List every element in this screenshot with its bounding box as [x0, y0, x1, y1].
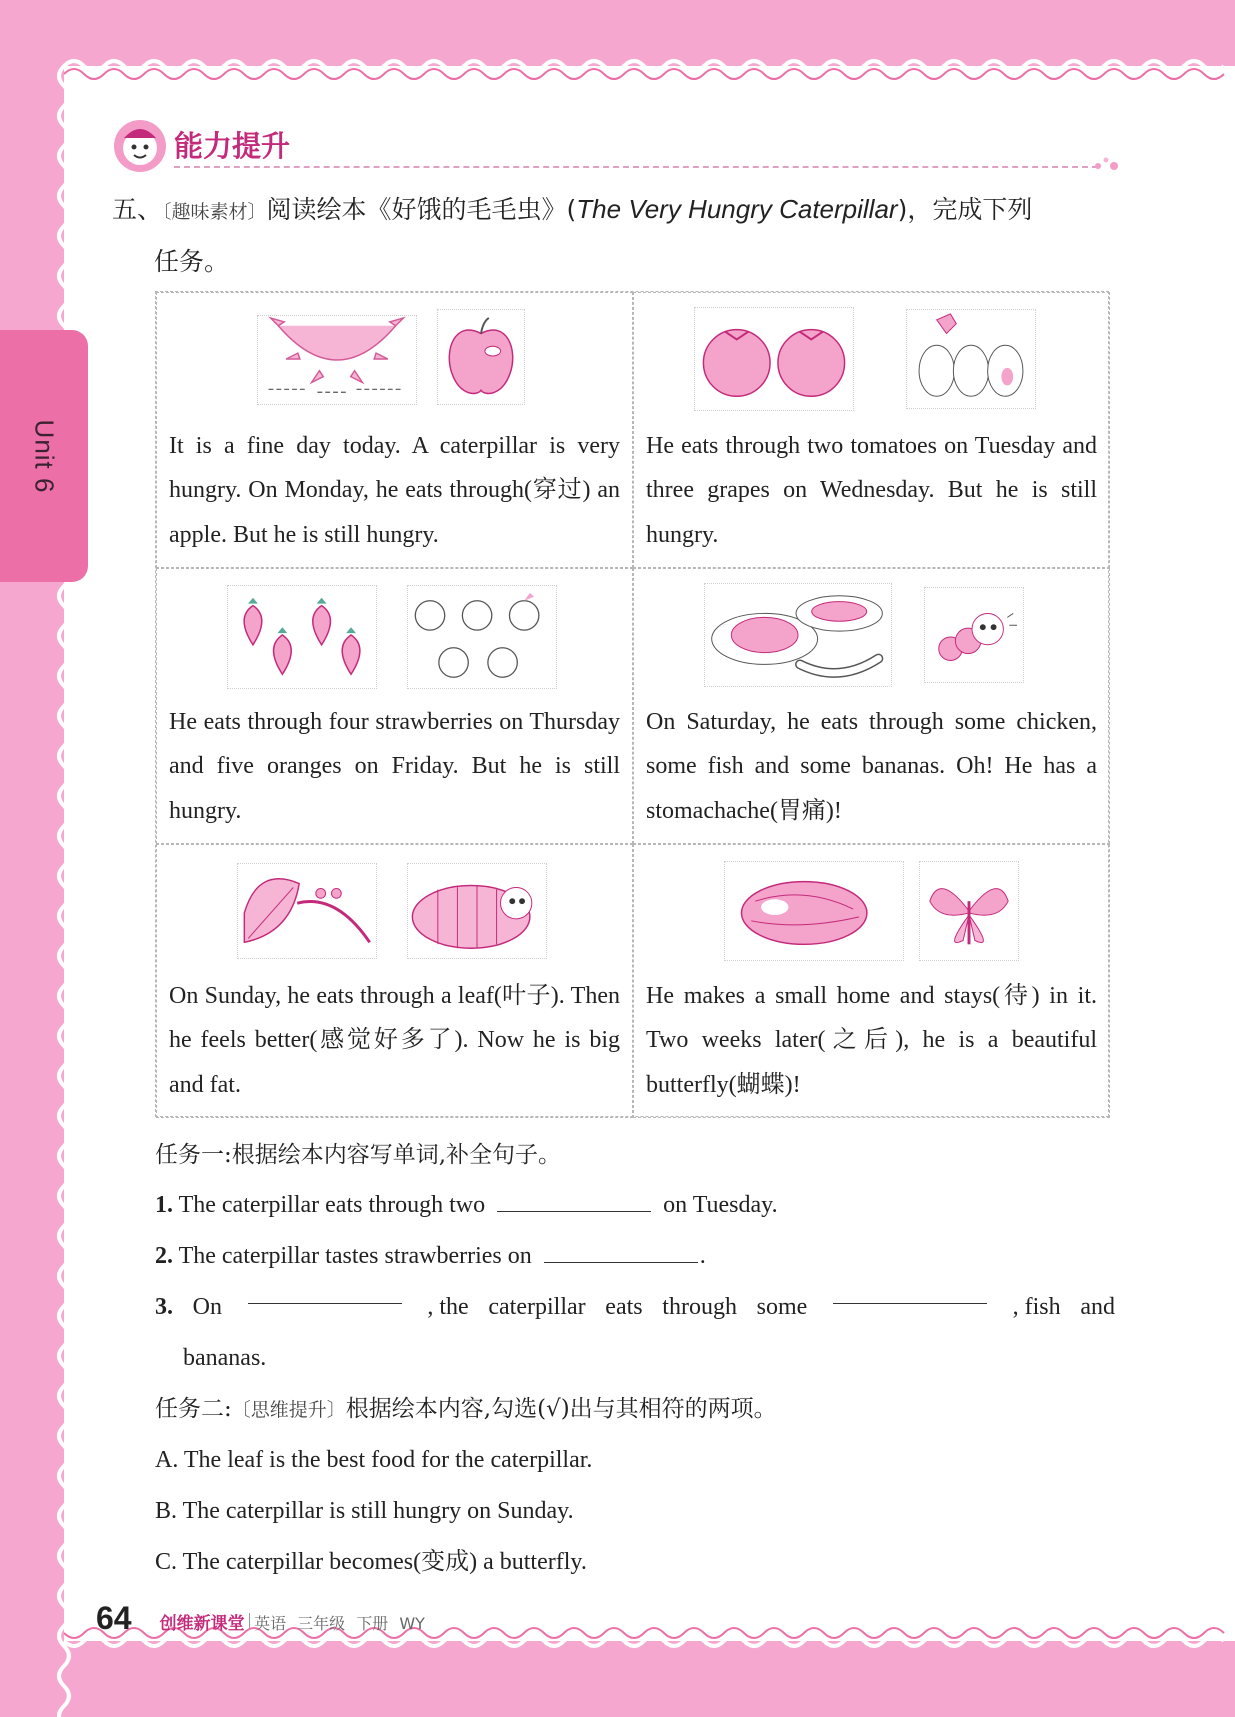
- answer-blank[interactable]: [248, 1282, 402, 1304]
- section-header: [112, 118, 1122, 176]
- story-cell-butterfly: [633, 844, 1110, 1118]
- question-text-after: )，完成下列: [897, 195, 1033, 224]
- task2-tag: 〔思维提升〕: [231, 1399, 346, 1421]
- item-word: , fish: [1012, 1294, 1061, 1320]
- question-line-2: 任务。: [154, 247, 230, 276]
- item-word: caterpillar: [488, 1294, 586, 1320]
- footer-separator: [249, 1613, 251, 1629]
- mascot-icon: [112, 118, 168, 174]
- item-word: , the: [427, 1294, 469, 1320]
- story-text: On Sunday, he eats through a leaf(叶子). Then he feels better(感觉好多了). Now he is big and fat.: [169, 982, 620, 1098]
- strawberries-icon: [227, 585, 377, 689]
- item-number: 3.: [155, 1294, 173, 1320]
- story-text: On Saturday, he eats through some chicken, some fish and some bananas. Oh! He has a stomachache(胃痛)!: [646, 708, 1097, 824]
- story-text: He eats through two tomatoes on Tuesday and three grapes on Wednesday. But he is still hungry.: [646, 432, 1097, 548]
- answer-blank[interactable]: [544, 1241, 698, 1263]
- item-word: eats: [605, 1294, 643, 1320]
- story-cell-monday: [156, 292, 633, 568]
- question-prompt: [112, 184, 1122, 287]
- brand-name: 创维新课堂: [159, 1614, 245, 1634]
- story-text: He eats through four strawberries on Thursday and five oranges on Friday. But he is still hungry.: [169, 708, 620, 824]
- item-word: through: [662, 1294, 737, 1320]
- butterfly-icon: [919, 861, 1019, 961]
- story-cell-saturday: [633, 568, 1110, 844]
- story-grid: [155, 291, 1109, 1117]
- section-divider: [174, 166, 1098, 168]
- task2-heading-prefix: 任务二:: [155, 1396, 232, 1422]
- question-tag: 〔趣味素材〕: [162, 201, 267, 223]
- tomatoes-icon: [694, 307, 854, 411]
- answer-blank[interactable]: [833, 1282, 987, 1304]
- item-word: On: [192, 1294, 223, 1320]
- item-number: 1.: [155, 1192, 173, 1218]
- item-number: 2.: [155, 1243, 173, 1269]
- item-text-before: The caterpillar eats through two: [178, 1192, 486, 1218]
- question-number: 五、: [112, 195, 163, 224]
- story-text: He makes a small home and stays(待) in it. Two weeks later(之后), he is a beautiful butterfly(蝴蝶)!: [646, 982, 1097, 1098]
- sun-icon: [257, 315, 417, 405]
- task1-item-3-cont: bananas.: [183, 1345, 267, 1371]
- item-word: some: [756, 1294, 808, 1320]
- task1-item-1: [155, 1180, 1115, 1231]
- task2-heading-rest: 根据绘本内容,勾选(√)出与其相符的两项。: [345, 1396, 777, 1422]
- task2-option-b[interactable]: B. The caterpillar is still hungry on Sunday.: [155, 1498, 574, 1524]
- dots-icon: [1092, 152, 1122, 172]
- book-title: The Very Hungry Caterpillar: [576, 194, 898, 224]
- grapes-icon: [906, 309, 1036, 409]
- story-text: It is a fine day today. A caterpillar is very hungry. On Monday, he eats through(穿过) an apple. But he is still hungry.: [169, 432, 620, 548]
- story-cell-thursday: [156, 568, 633, 844]
- item-text-after: on Tuesday.: [663, 1192, 778, 1218]
- unit-side-tab: [0, 330, 88, 582]
- task2-option-a[interactable]: A. The leaf is the best food for the caterpillar.: [155, 1447, 593, 1473]
- page-number: 64: [96, 1600, 132, 1636]
- task2-heading: [155, 1384, 1115, 1435]
- book-meta: 英语 三年级 下册 WY: [254, 1614, 425, 1633]
- leaf-icon: [237, 863, 377, 959]
- sick-caterpillar-icon: [924, 587, 1024, 683]
- oranges-icon: [407, 585, 557, 689]
- item-text-before: The caterpillar tastes strawberries on: [178, 1243, 532, 1269]
- task1-heading: 任务一:根据绘本内容写单词,补全句子。: [155, 1142, 562, 1168]
- story-cell-tuesday: [633, 292, 1110, 568]
- food-plate-icon: [704, 583, 892, 687]
- story-cell-sunday: [156, 844, 633, 1118]
- question-text-before: 阅读绘本《好饿的毛毛虫》(: [266, 195, 577, 224]
- fat-caterpillar-icon: [407, 863, 547, 959]
- cocoon-icon: [724, 861, 904, 961]
- task2-option-c[interactable]: C. The caterpillar becomes(变成) a butterfly.: [155, 1549, 587, 1575]
- task1-item-3: [155, 1282, 1115, 1333]
- answer-blank[interactable]: [497, 1190, 651, 1212]
- task1-item-2: [155, 1231, 1115, 1282]
- item-text-after: .: [699, 1243, 706, 1269]
- page-footer: [96, 1600, 425, 1640]
- section-title: 能力提升: [174, 129, 291, 163]
- apple-icon: [437, 309, 525, 405]
- tasks-section: [155, 1130, 1115, 1588]
- unit-label: Unit 6: [29, 419, 60, 493]
- item-word: and: [1080, 1294, 1115, 1320]
